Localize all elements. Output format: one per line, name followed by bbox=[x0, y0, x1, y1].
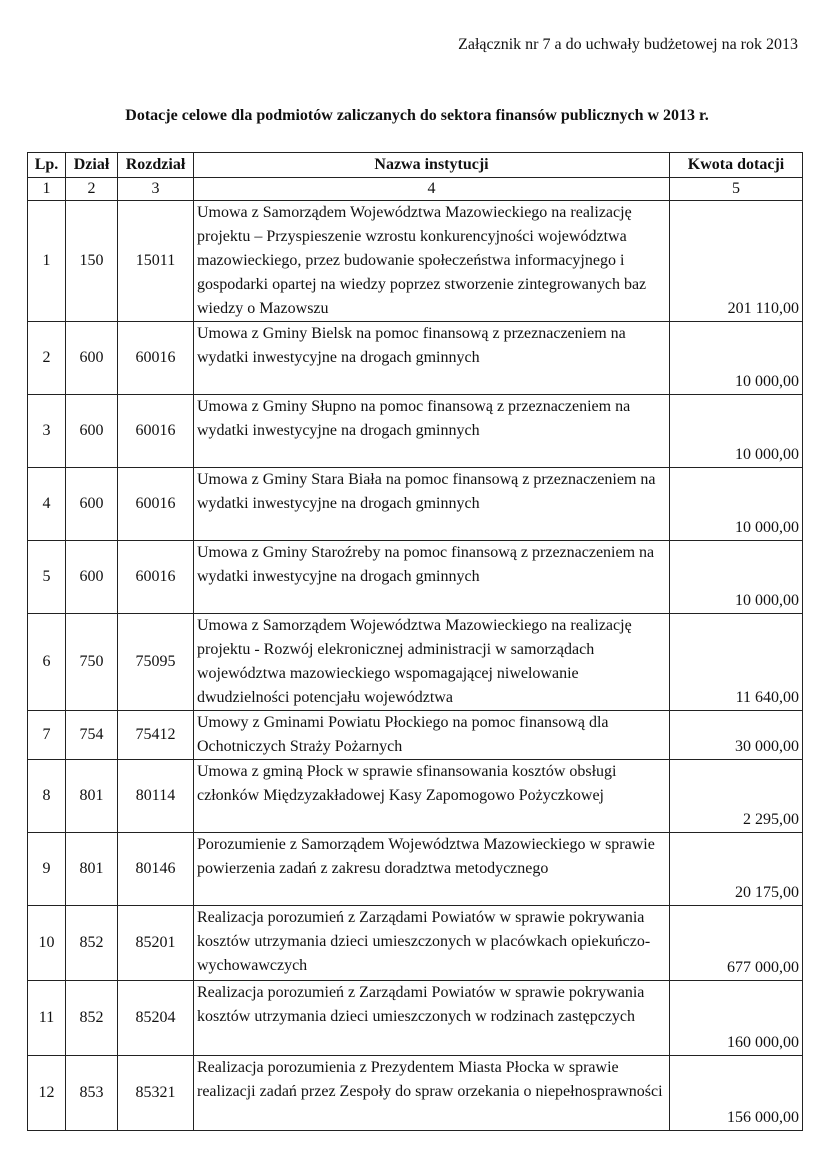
row-grant-amount: 677 000,00 bbox=[670, 906, 803, 981]
row-grant-amount: 160 000,00 bbox=[670, 981, 803, 1056]
table-row bbox=[28, 395, 803, 468]
column-number: 5 bbox=[670, 178, 803, 201]
row-number: 8 bbox=[28, 760, 66, 833]
row-rozdzial: 85321 bbox=[118, 1056, 194, 1131]
row-dzial: 852 bbox=[66, 906, 118, 981]
row-institution-name: Umowa z Samorządem Województwa Mazowieckiego na realizację projektu – Przyspieszenie wzrostu konkurencyjności województwa mazowieckiego, przez budowanie społeczeństwa informacyjnego i gospodarki opartej na wiedzy poprzez stworzenie zintegrowanych baz wiedzy o Mazowszu bbox=[194, 201, 670, 322]
table-row bbox=[28, 760, 803, 833]
row-number: 3 bbox=[28, 395, 66, 468]
row-grant-amount: 10 000,00 bbox=[670, 395, 803, 468]
row-rozdzial: 60016 bbox=[118, 468, 194, 541]
row-dzial: 754 bbox=[66, 711, 118, 760]
row-number: 10 bbox=[28, 906, 66, 981]
column-header-dzial: Dział bbox=[66, 153, 118, 178]
row-rozdzial: 60016 bbox=[118, 395, 194, 468]
table-row bbox=[28, 833, 803, 906]
grants-table bbox=[27, 152, 803, 1131]
column-header-nazwa: Nazwa instytucji bbox=[194, 153, 670, 178]
row-dzial: 750 bbox=[66, 614, 118, 711]
table-row bbox=[28, 541, 803, 614]
document-title: Dotacje celowe dla podmiotów zaliczanych do sektora finansów publicznych w 2013 r. bbox=[125, 107, 709, 124]
annex-note: Załącznik nr 7 a do uchwały budżetowej na rok 2013 bbox=[458, 36, 798, 53]
row-number: 5 bbox=[28, 541, 66, 614]
row-institution-name: Umowa z Gminy Staroźreby na pomoc finansową z przeznaczeniem na wydatki inwestycyjne na drogach gminnych bbox=[194, 541, 670, 614]
row-rozdzial: 60016 bbox=[118, 541, 194, 614]
row-institution-name: Porozumienie z Samorządem Województwa Mazowieckiego w sprawie powierzenia zadań z zakresu doradztwa metodycznego bbox=[194, 833, 670, 906]
row-number: 9 bbox=[28, 833, 66, 906]
table-row bbox=[28, 981, 803, 1056]
row-grant-amount: 11 640,00 bbox=[670, 614, 803, 711]
table-row bbox=[28, 906, 803, 981]
row-institution-name: Umowa z Gminy Bielsk na pomoc finansową z przeznaczeniem na wydatki inwestycyjne na drogach gminnych bbox=[194, 322, 670, 395]
row-number: 1 bbox=[28, 201, 66, 322]
row-institution-name: Umowa z Gminy Słupno na pomoc finansową z przeznaczeniem na wydatki inwestycyjne na drogach gminnych bbox=[194, 395, 670, 468]
column-number-row bbox=[28, 178, 803, 201]
row-grant-amount: 30 000,00 bbox=[670, 711, 803, 760]
row-rozdzial: 80114 bbox=[118, 760, 194, 833]
row-rozdzial: 80146 bbox=[118, 833, 194, 906]
table-body bbox=[28, 201, 803, 1131]
row-dzial: 600 bbox=[66, 541, 118, 614]
table-header-row bbox=[28, 153, 803, 178]
row-grant-amount: 20 175,00 bbox=[670, 833, 803, 906]
row-institution-name: Umowa z Samorządem Województwa Mazowieckiego na realizację projektu - Rozwój elekronicznej administracji w samorządach województwa mazowieckiego wspomagającej niwelowanie dwudzielności potencjału województwa bbox=[194, 614, 670, 711]
row-number: 6 bbox=[28, 614, 66, 711]
table-row bbox=[28, 468, 803, 541]
row-institution-name: Realizacja porozumień z Zarządami Powiatów w sprawie pokrywania kosztów utrzymania dzieci umieszczonych w rodzinach zastępczych bbox=[194, 981, 670, 1056]
row-number: 12 bbox=[28, 1056, 66, 1131]
row-rozdzial: 60016 bbox=[118, 322, 194, 395]
row-dzial: 150 bbox=[66, 201, 118, 322]
column-header-kwota: Kwota dotacji bbox=[670, 153, 803, 178]
row-rozdzial: 75412 bbox=[118, 711, 194, 760]
row-institution-name: Realizacja porozumienia z Prezydentem Miasta Płocka w sprawie realizacji zadań przez Zespoły do spraw orzekania o niepełnosprawności bbox=[194, 1056, 670, 1131]
row-grant-amount: 10 000,00 bbox=[670, 468, 803, 541]
column-number: 1 bbox=[28, 178, 66, 201]
row-number: 11 bbox=[28, 981, 66, 1056]
table-row bbox=[28, 201, 803, 322]
row-rozdzial: 15011 bbox=[118, 201, 194, 322]
table-row bbox=[28, 711, 803, 760]
column-header-rozdzial: Rozdział bbox=[118, 153, 194, 178]
table-row bbox=[28, 614, 803, 711]
row-institution-name: Umowa z Gminy Stara Biała na pomoc finansową z przeznaczeniem na wydatki inwestycyjne na drogach gminnych bbox=[194, 468, 670, 541]
row-dzial: 600 bbox=[66, 395, 118, 468]
row-dzial: 852 bbox=[66, 981, 118, 1056]
column-number: 4 bbox=[194, 178, 670, 201]
row-dzial: 801 bbox=[66, 760, 118, 833]
table-row bbox=[28, 322, 803, 395]
row-institution-name: Realizacja porozumień z Zarządami Powiatów w sprawie pokrywania kosztów utrzymania dzieci umieszczonych w placówkach opiekuńczo-wychowawczych bbox=[194, 906, 670, 981]
row-grant-amount: 2 295,00 bbox=[670, 760, 803, 833]
row-rozdzial: 85201 bbox=[118, 906, 194, 981]
row-dzial: 600 bbox=[66, 322, 118, 395]
row-grant-amount: 201 110,00 bbox=[670, 201, 803, 322]
row-grant-amount: 10 000,00 bbox=[670, 541, 803, 614]
row-dzial: 600 bbox=[66, 468, 118, 541]
table-row bbox=[28, 1056, 803, 1131]
row-dzial: 801 bbox=[66, 833, 118, 906]
row-rozdzial: 85204 bbox=[118, 981, 194, 1056]
row-number: 7 bbox=[28, 711, 66, 760]
row-number: 2 bbox=[28, 322, 66, 395]
row-dzial: 853 bbox=[66, 1056, 118, 1131]
column-number: 2 bbox=[66, 178, 118, 201]
row-institution-name: Umowa z gminą Płock w sprawie sfinansowania kosztów obsługi członków Międzyzakładowej Kasy Zapomogowo Pożyczkowej bbox=[194, 760, 670, 833]
row-institution-name: Umowy z Gminami Powiatu Płockiego na pomoc finansową dla Ochotniczych Straży Pożarnych bbox=[194, 711, 670, 760]
row-rozdzial: 75095 bbox=[118, 614, 194, 711]
row-grant-amount: 10 000,00 bbox=[670, 322, 803, 395]
column-header-lp: Lp. bbox=[28, 153, 66, 178]
row-number: 4 bbox=[28, 468, 66, 541]
row-grant-amount: 156 000,00 bbox=[670, 1056, 803, 1131]
column-number: 3 bbox=[118, 178, 194, 201]
